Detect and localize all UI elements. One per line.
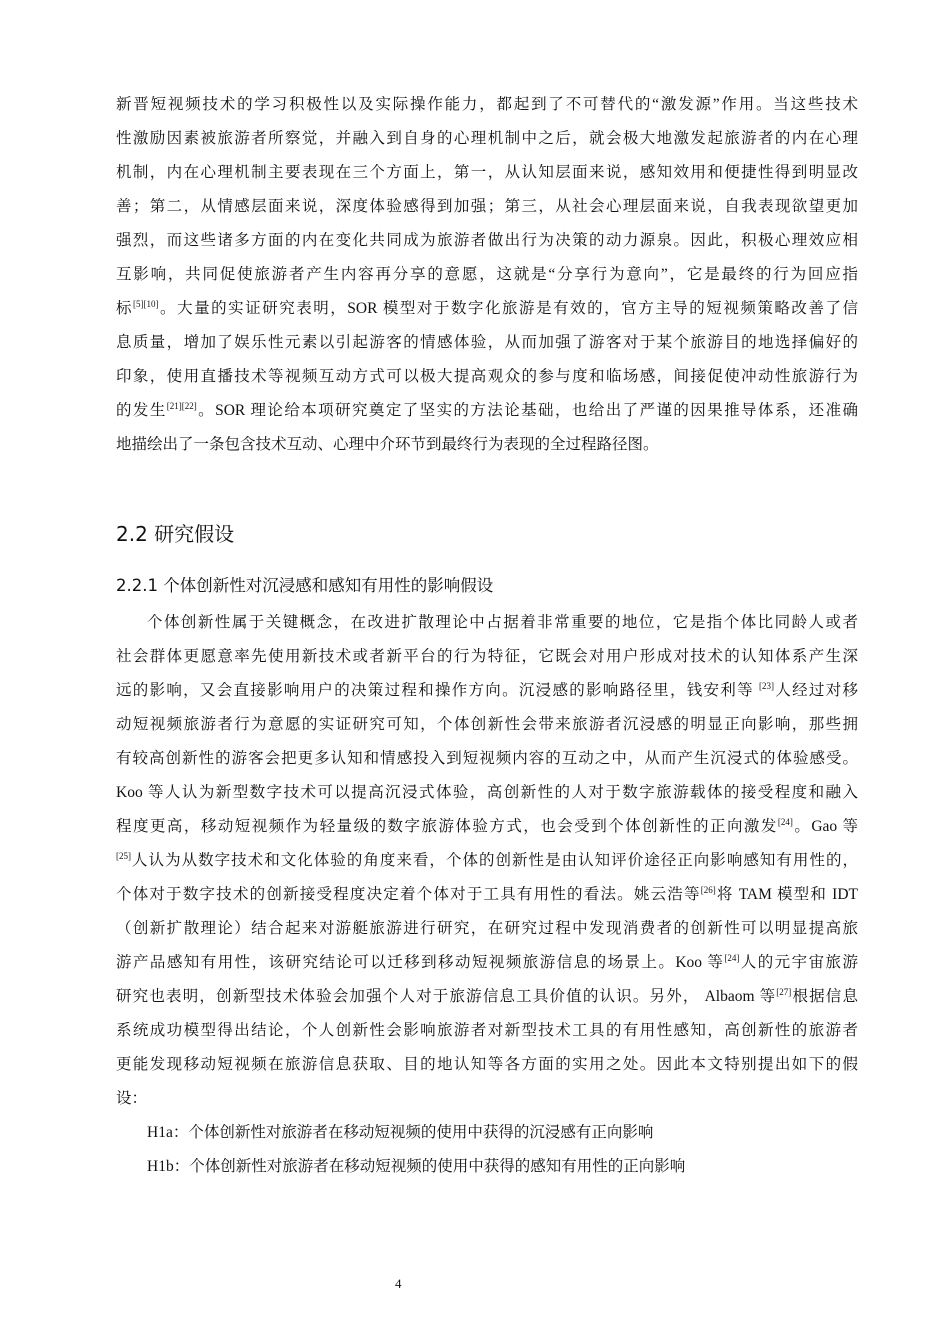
section-heading: 2.2 研究假设 <box>116 522 235 546</box>
body-text-line: 更能发现移动短视频在旅游信息获取、目的地认知等各方面的实用之处。因此本文特别提出如下的假 <box>116 1056 858 1073</box>
body-text-line <box>116 401 858 421</box>
body-text-line: 个体创新性属于关键概念，在改进扩散理论中占据着非常重要的地位，它是指个体比同龄人或者 <box>147 614 858 631</box>
body-text-line: 新晋短视频技术的学习积极性以及实际操作能力，都起到了不可替代的“激发源”作用。当这些技术 <box>116 96 858 113</box>
subsection-heading: 2.2.1 个体创新性对沉浸感和感知有用性的影响假设 <box>116 576 494 595</box>
citation: [25] <box>116 851 131 861</box>
body-text-line: 有较高创新性的游客会把更多认知和情感投入到短视频内容的互动之中，从而产生沉浸式的体验感受。 <box>116 750 858 767</box>
citation: [26] <box>700 885 716 895</box>
text-segment: 的发生 <box>116 402 167 419</box>
body-text-line <box>116 987 858 1007</box>
text-segment: 远的影响，又会直接影响用户的决策过程和操作方向。沉浸感的影响路径里，钱安利等 <box>116 682 760 699</box>
page-number: 4 <box>395 1276 402 1291</box>
text-segment: 标 <box>116 300 134 317</box>
text-segment: 人经过对移 <box>774 682 858 699</box>
citation: [21][22] <box>166 401 197 411</box>
body-text-line: Koo 等人认为新型数字技术可以提高沉浸式体验，高创新性的人对于数字旅游载体的接受程度和融入 <box>116 784 858 801</box>
body-text-line: 机制，内在心理机制主要表现在三个方面上，第一，从认知层面来说，感知效用和便捷性得到明显改 <box>116 164 858 181</box>
citation: [24] <box>777 817 793 827</box>
body-text-line: 地描绘出了一条包含技术互动、心理中介环节到最终行为表现的全过程路径图。 <box>116 436 659 453</box>
body-text-line: 设： <box>116 1090 148 1107</box>
text-segment: 。大量的实证研究表明，SOR 模型对于数字化旅游是有效的，官方主导的短视频策略改善了信 <box>158 300 858 317</box>
body-text-line: 系统成功模型得出结论，个人创新性会影响旅游者对新型技术工具的有用性感知，高创新性的旅游者 <box>116 1022 858 1039</box>
body-text-line: 强烈，而这些诸多方面的内在变化共同成为旅游者做出行为决策的动力源泉。因此，积极心理效应相 <box>116 232 858 249</box>
body-text-line: （创新扩散理论）结合起来对游艇旅游进行研究，在研究过程中发现消费者的创新性可以明显提高旅 <box>116 920 858 937</box>
body-text-line <box>116 953 858 973</box>
body-text-line <box>116 299 858 319</box>
text-segment: 根据信息 <box>791 988 858 1005</box>
hypothesis-h1a: H1a：个体创新性对旅游者在移动短视频的使用中获得的沉浸感有正向影响 <box>147 1124 654 1141</box>
body-text-line <box>116 885 858 905</box>
body-text-line <box>116 851 858 871</box>
body-text-line <box>116 681 858 701</box>
text-segment: 将 TAM 模型和 IDT <box>715 886 858 903</box>
body-text-line: 息质量，增加了娱乐性元素以引起游客的情感体验，从而加强了游客对于某个旅游目的地选择偏好的 <box>116 334 858 351</box>
text-segment: 游产品感知有用性，该研究结论可以迁移到移动短视频旅游信息的场景上。Koo 等 <box>116 954 725 971</box>
citation: [24] <box>724 953 740 963</box>
body-text-line: 动短视频旅游者行为意愿的实证研究可知，个体创新性会带来旅游者沉浸感的明显正向影响，那些拥 <box>116 716 858 733</box>
body-text-line: 印象，使用直播技术等视频互动方式可以极大提高观众的参与度和临场感，间接促使冲动性旅游行为 <box>116 368 858 385</box>
citation: [27] <box>776 987 792 997</box>
text-segment: 。SOR 理论给本项研究奠定了坚实的方法论基础，也给出了严谨的因果推导体系，还准确 <box>196 402 858 419</box>
text-segment: 程度更高，移动短视频作为轻量级的数字旅游体验方式，也会受到个体创新性的正向激发 <box>116 818 778 835</box>
text-segment: 研究也表明，创新型技术体验会加强个人对于旅游信息工具价值的认识。另外， Albaom 等 <box>116 988 777 1005</box>
body-text-line: 社会群体更愿意率先使用新技术或者新平台的行为特征，它既会对用户形成对技术的认知体系产生深 <box>116 648 858 665</box>
hypothesis-h1b: H1b：个体创新性对旅游者在移动短视频的使用中获得的感知有用性的正向影响 <box>147 1158 686 1175</box>
body-text-line: 性激励因素被旅游者所察觉，并融入到自身的心理机制中之后，就会极大地激发起旅游者的内在心理 <box>116 130 858 147</box>
body-text-line: 善；第二，从情感层面来说，深度体验感得到加强；第三，从社会心理层面来说，自我表现欲望更加 <box>116 198 858 215</box>
text-segment: 。Gao 等 <box>792 818 858 835</box>
body-text-line: 互影响，共同促使旅游者产生内容再分享的意愿，这就是“分享行为意向”，它是最终的行为回应指 <box>116 266 858 283</box>
citation: [23] <box>759 681 775 691</box>
text-segment: 人的元宇宙旅游 <box>739 954 858 971</box>
text-segment: 人认为从数字技术和文化体验的角度来看，个体的创新性是由认知评价途径正向影响感知有用性的， <box>131 852 858 869</box>
citation: [5][10] <box>133 299 159 309</box>
body-text-line <box>116 817 858 837</box>
text-segment: 个体对于数字技术的创新接受程度决定着个体对于工具有用性的看法。姚云浩等 <box>116 886 701 903</box>
